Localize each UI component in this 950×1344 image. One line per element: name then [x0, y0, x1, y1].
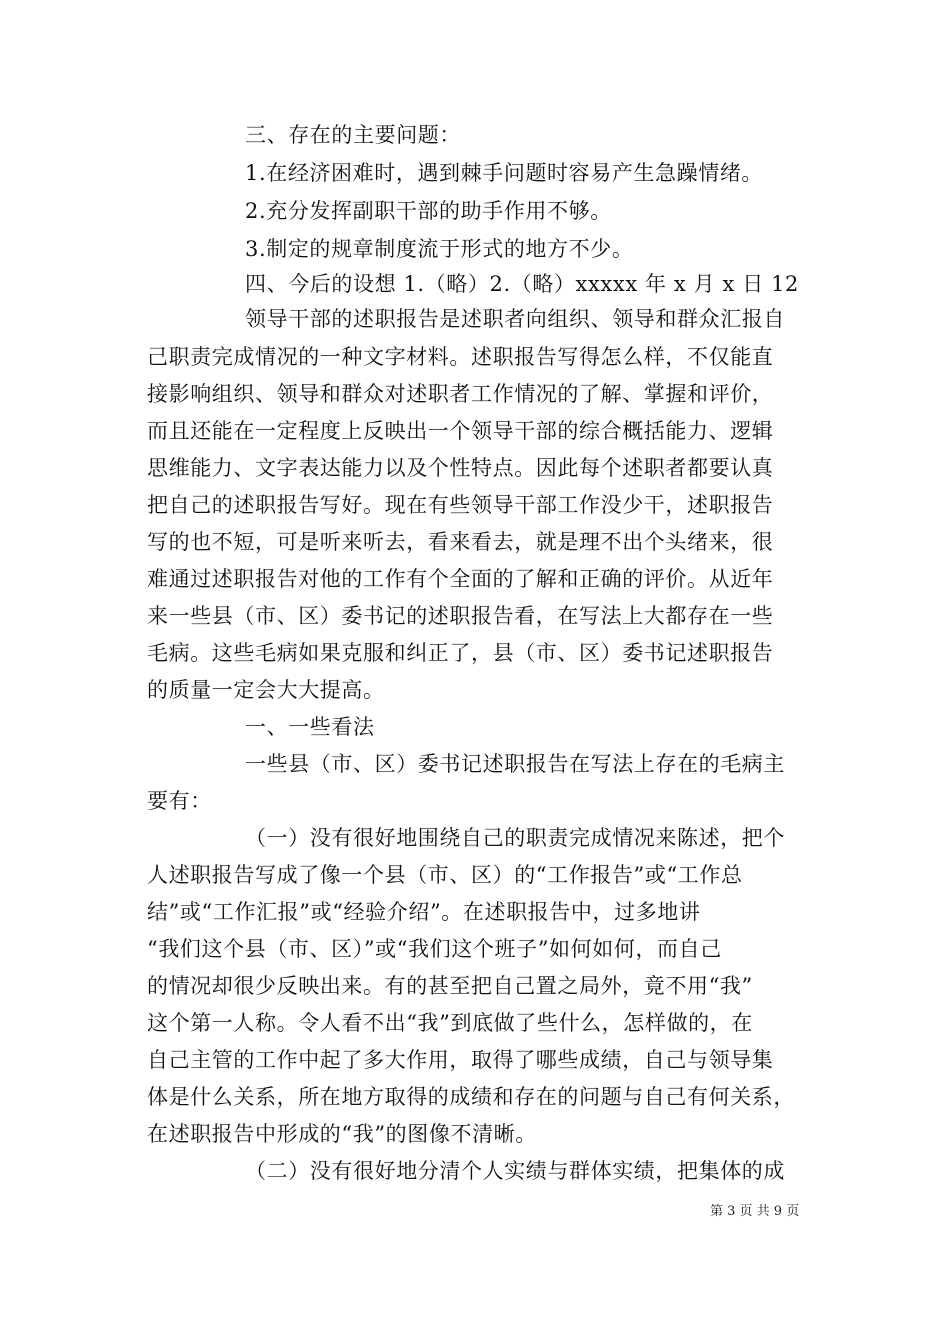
list-item-3: 3.制定的规章制度流于形式的地方不少。 [245, 237, 634, 261]
paragraph-intro-line: 写的也不短，可是听来听去，看来看去，就是理不出个头绪来，很 [147, 530, 774, 554]
paragraph-intro-line: 而且还能在一定程度上反映出一个领导干部的综合概括能力、逻辑 [147, 419, 774, 443]
paragraph-intro-line: 把自己的述职报告写好。现在有些领导干部工作没少干，述职报告 [147, 493, 774, 517]
point-one-line: 体是什么关系，所在地方取得的成绩和存在的问题与自己有何关系， [147, 1085, 795, 1109]
paragraph-intro-line: 思维能力、文字表达能力以及个性特点。因此每个述职者都要认真 [147, 456, 774, 480]
point-two-line: （二）没有很好地分清个人实绩与群体实绩，把集体的成 [245, 1159, 785, 1183]
paragraph-intro-line: 的质量一定会大大提高。 [147, 678, 385, 702]
paragraph-intro-line: 己职责完成情况的一种文字材料。述职报告写得怎么样，不仅能直 [147, 345, 774, 369]
point-one-line: 这个第一人称。令人看不出“我”到底做了些什么，怎样做的，在 [147, 1011, 753, 1035]
point-one-line: （一）没有很好地围绕自己的职责完成情况来陈述，把个 [245, 826, 785, 850]
heading-opinions: 一、一些看法 [245, 715, 375, 739]
paragraph-intro-line: 领导干部的述职报告是述职者向组织、领导和群众汇报自 [245, 307, 785, 331]
point-one-line: 在述职报告中形成的“我”的图像不清晰。 [147, 1122, 537, 1146]
paragraph-intro-line: 接影响组织、领导和群众对述职者工作情况的了解、掌握和评价， [147, 382, 774, 406]
paragraph-problems-line: 要有： [147, 789, 212, 813]
paragraph-intro-line: 难通过述职报告对他的工作有个全面的了解和正确的评价。从近年 [147, 567, 774, 591]
heading-plans: 四、今后的设想 1.（略）2.（略）xxxxx 年 x 月 x 日 12 [245, 272, 800, 296]
page-number-footer: 第 3 页 共 9 页 [710, 1204, 800, 1219]
point-one-line: 的情况却很少反映出来。有的甚至把自己置之局外，竟不用“我” [147, 974, 753, 998]
paragraph-intro-line: 毛病。这些毛病如果克服和纠正了，县（市、区）委书记述职报告 [147, 641, 774, 665]
paragraph-intro-line: 来一些县（市、区）委书记的述职报告看，在写法上大都存在一些 [147, 604, 774, 628]
list-item-1: 1.在经济困难时，遇到棘手问题时容易产生急躁情绪。 [245, 161, 764, 185]
heading-problems: 三、存在的主要问题： [245, 123, 461, 147]
point-one-line: 人述职报告写成了像一个县（市、区）的“工作报告”或“工作总 [147, 863, 743, 887]
paragraph-problems-line: 一些县（市、区）委书记述职报告在写法上存在的毛病主 [245, 752, 785, 776]
point-one-line: 自己主管的工作中起了多大作用，取得了哪些成绩，自己与领导集 [147, 1048, 774, 1072]
point-one-line: 结”或“工作汇报”或“经验介绍”。在述职报告中，过多地讲 [147, 900, 701, 924]
point-one-line: “我们这个县（市、区）”或“我们这个班子”如何如何，而自己 [147, 937, 722, 961]
list-item-2: 2.充分发挥副职干部的助手作用不够。 [245, 199, 612, 223]
